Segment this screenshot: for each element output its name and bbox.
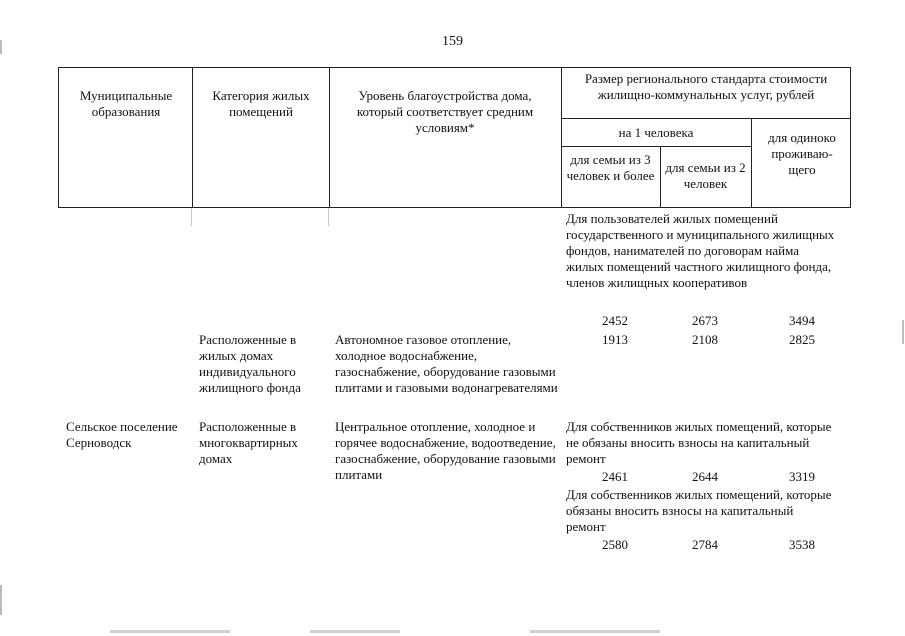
level-individual: Автономное газовое отопление, холодное водоснабжение, газоснабжение, оборудование газовыми плитами и газовыми водонагревателями xyxy=(335,332,558,395)
table-header xyxy=(58,67,851,208)
owners-obliged-note: Для собственников жилых помещений, которые обязаны вносить взносы на капитальный ремонт xyxy=(566,487,832,534)
header-divider xyxy=(192,68,193,207)
header-category: Категория жилых помещений xyxy=(212,88,310,119)
header-divider xyxy=(329,68,330,207)
header-standard: Размер регионального стандарта стоимости жилищно-коммунальных услуг, рублей xyxy=(584,71,828,102)
value-cell: 2644 xyxy=(692,469,718,484)
tenants-note: Для пользователей жилых помещений государственного и муниципального жилищных фондов, нанимателей по договорам найма жилых помещений частного жилищного фонда, членов жилищных кооперативов xyxy=(566,211,835,290)
scan-mark xyxy=(110,630,230,633)
header-municipality: Муниципальные образования xyxy=(79,88,173,119)
header-divider xyxy=(561,146,751,147)
value-cell: 3319 xyxy=(789,469,815,484)
header-divider xyxy=(561,68,562,207)
header-divider xyxy=(751,118,752,207)
header-family-3: для семьи из 3 человек и более xyxy=(566,152,655,183)
header-divider xyxy=(660,146,661,207)
value-cell: 2825 xyxy=(789,332,815,347)
header-level: Уровень благоустройства дома, который соответствует средним условиям* xyxy=(356,88,534,135)
header-single: для одиноко проживаю-щего xyxy=(768,130,836,177)
column-divider xyxy=(328,208,329,226)
category-individual: Расположенные в жилых домах индивидуального жилищного фонда xyxy=(199,332,301,395)
scan-mark xyxy=(0,40,2,54)
value-cell: 2784 xyxy=(692,537,718,552)
value-cell: 3494 xyxy=(789,313,815,328)
header-family-2: для семьи из 2 человек xyxy=(665,160,746,191)
owners-not-obliged-note: Для собственников жилых помещений, которые не обязаны вносить взносы на капитальный ремонт xyxy=(566,419,832,466)
category-apartment: Расположенные в многоквартирных домах xyxy=(199,419,298,466)
value-cell: 2108 xyxy=(692,332,718,347)
scan-mark xyxy=(530,630,660,633)
municipality-name: Сельское поселение Серноводск xyxy=(66,419,178,450)
scan-mark xyxy=(902,320,904,344)
header-per-person: на 1 человека xyxy=(618,125,694,140)
scan-mark xyxy=(310,630,400,633)
value-cell: 2452 xyxy=(602,313,628,328)
value-cell: 2580 xyxy=(602,537,628,552)
page-number: 159 xyxy=(442,34,463,49)
value-cell: 2461 xyxy=(602,469,628,484)
value-cell: 1913 xyxy=(602,332,628,347)
scan-mark xyxy=(0,585,2,615)
column-divider xyxy=(191,208,192,226)
value-cell: 3538 xyxy=(789,537,815,552)
level-apartment: Центральное отопление, холодное и горячее водоснабжение, водоотведение, газоснабжение, оборудование газовыми плитами xyxy=(335,419,556,482)
header-divider xyxy=(561,118,850,119)
value-cell: 2673 xyxy=(692,313,718,328)
